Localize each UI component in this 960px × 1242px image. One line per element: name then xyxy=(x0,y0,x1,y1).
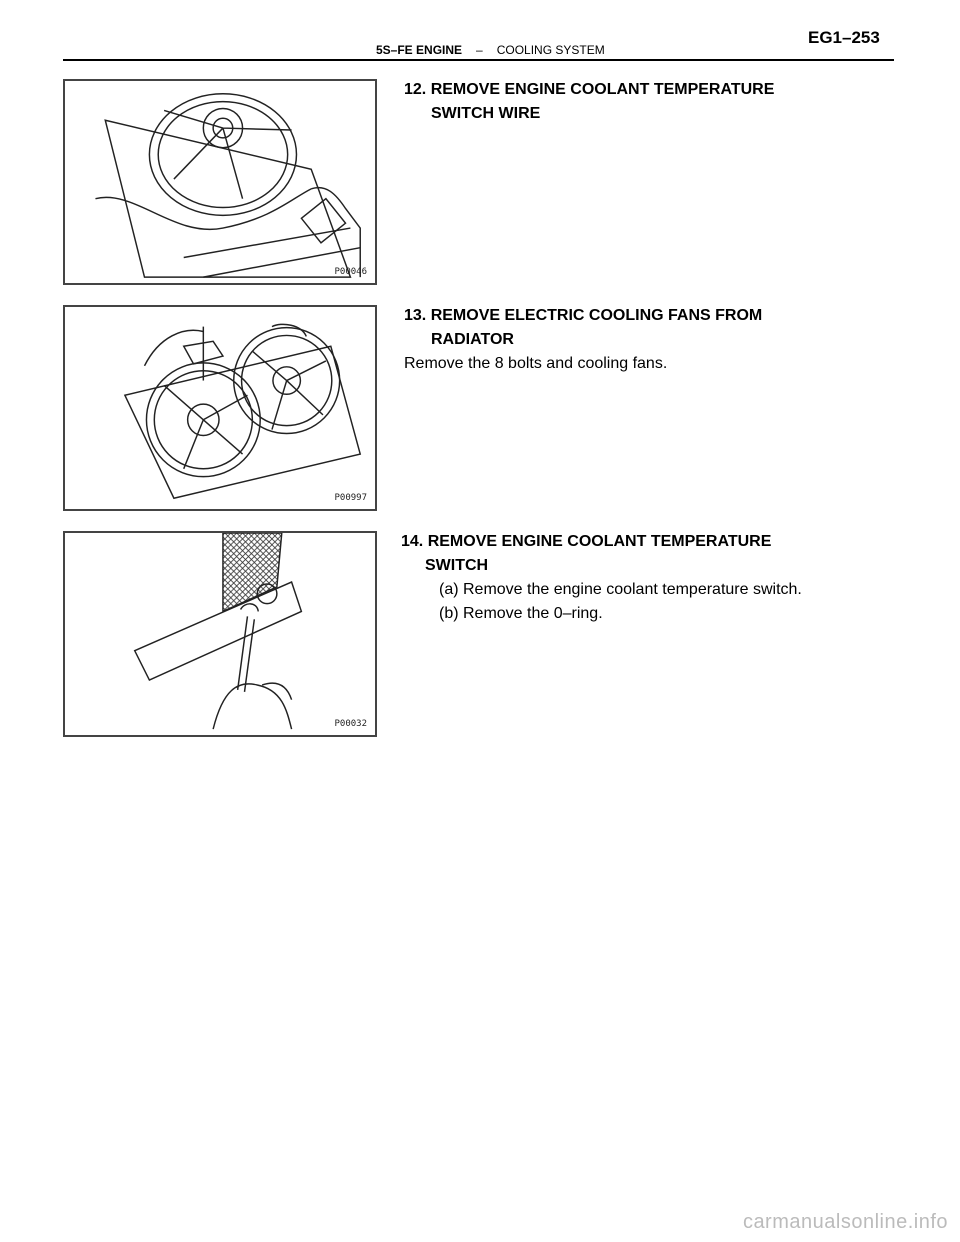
cooling-fan-wire-illustration xyxy=(65,81,375,283)
step-13 xyxy=(404,304,762,376)
figure-coolant-switch xyxy=(63,531,377,737)
header-subsection: COOLING SYSTEM xyxy=(496,43,605,57)
header-separator: – xyxy=(476,43,483,57)
figure-code: P00046 xyxy=(334,267,367,277)
step-title-line1: 13. REMOVE ELECTRIC COOLING FANS FROM xyxy=(404,307,763,324)
step-title xyxy=(404,304,762,352)
figure-coolant-switch-wire xyxy=(63,79,377,285)
substep-b: (b) Remove the 0–ring. xyxy=(439,605,603,622)
radiator-wrench-illustration xyxy=(65,533,375,735)
header-rule xyxy=(63,59,894,61)
step-title-line1: 12. REMOVE ENGINE COOLANT TEMPERATURE xyxy=(404,81,775,98)
header-section: 5S–FE ENGINE xyxy=(376,43,463,57)
step-title-line2: SWITCH xyxy=(425,557,489,574)
figure-code: P00997 xyxy=(334,493,367,503)
figure-cooling-fans xyxy=(63,305,377,511)
figure-code: P00032 xyxy=(334,719,367,729)
step-12 xyxy=(404,78,774,126)
step-14 xyxy=(401,530,802,626)
step-title xyxy=(401,530,802,578)
step-title-line2: RADIATOR xyxy=(431,331,514,348)
dual-cooling-fans-illustration xyxy=(65,307,375,509)
running-header xyxy=(376,43,605,57)
step-title xyxy=(404,78,774,126)
step-title-line2: SWITCH WIRE xyxy=(431,105,541,122)
step-title-line1: 14. REMOVE ENGINE COOLANT TEMPERATURE xyxy=(401,533,772,550)
page-number: EG1–253 xyxy=(808,28,880,47)
substep-a: (a) Remove the engine coolant temperature switch. xyxy=(439,581,802,598)
step-body: Remove the 8 bolts and cooling fans. xyxy=(404,355,668,372)
watermark: carmanualsonline.info xyxy=(742,1211,948,1233)
